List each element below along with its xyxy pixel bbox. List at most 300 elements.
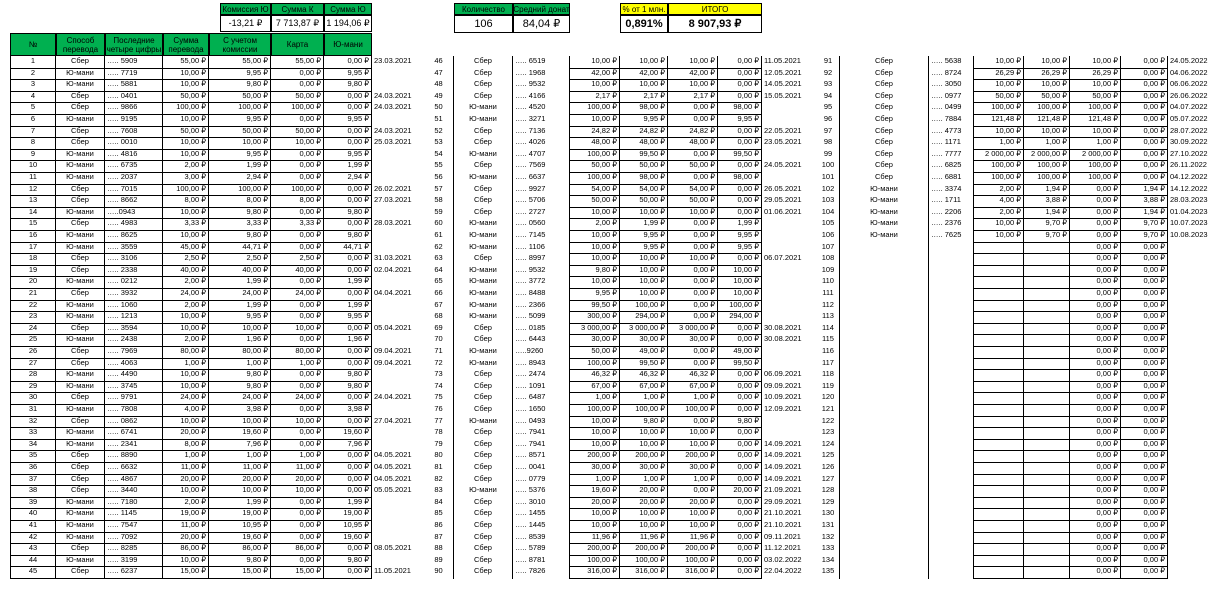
amount-cell: 2,50 ₽ xyxy=(163,253,209,266)
transfer-method-cell: Ю-мани xyxy=(840,184,929,197)
card-amount-cell: 0,00 ₽ xyxy=(271,532,324,545)
card-amount-cell: 0,00 ₽ xyxy=(271,311,324,324)
transfer-method-cell: Ю-мани xyxy=(840,218,929,231)
last-digits-cell: ….. 7569 xyxy=(513,160,570,173)
card-amount-cell: 0,00 ₽ xyxy=(271,114,324,127)
last-digits-cell: ….. 8890 xyxy=(105,450,163,463)
yumoney-amount-cell: 0,00 ₽ xyxy=(1121,126,1168,139)
amount-cell: 100,00 ₽ xyxy=(570,404,620,417)
row-number-cell: 9 xyxy=(10,149,56,162)
transfer-method-cell: Ю-мани xyxy=(454,485,513,498)
transfer-method-cell: Ю-мани xyxy=(56,381,105,394)
row-number-cell: 61 xyxy=(424,230,454,243)
date-cell: 04.05.2021 xyxy=(374,450,412,460)
card-amount-cell: 0,00 ₽ xyxy=(1070,311,1121,324)
last-digits-cell: ….. 3745 xyxy=(105,381,163,394)
yumoney-amount-cell: 0,00 ₽ xyxy=(1121,114,1168,127)
with-commission-cell: 294,00 ₽ xyxy=(620,311,668,324)
with-commission-cell: 10,00 ₽ xyxy=(620,520,668,533)
last-digits-cell: ….. 8625 xyxy=(105,230,163,243)
with-commission-cell: 9,80 ₽ xyxy=(209,381,271,394)
with-commission-cell: 24,00 ₽ xyxy=(209,288,271,301)
date-cell: 04.06.2022 xyxy=(1170,67,1208,77)
card-amount-cell: 10,00 ₽ xyxy=(668,439,718,452)
card-amount-cell: 0,00 ₽ xyxy=(1070,532,1121,545)
card-amount-cell: 10,00 ₽ xyxy=(668,508,718,521)
yumoney-amount-cell: 100,00 ₽ xyxy=(718,300,762,313)
yumoney-amount-cell: 9,80 ₽ xyxy=(324,555,372,568)
with-commission-cell: 1,99 ₽ xyxy=(209,497,271,510)
card-amount-cell: 0,00 ₽ xyxy=(1070,439,1121,452)
with-commission-cell: 7,96 ₽ xyxy=(209,439,271,452)
with-commission-cell: 2,50 ₽ xyxy=(209,253,271,266)
row-number-cell: 70 xyxy=(424,334,454,347)
transfer-method-cell: Сбер xyxy=(454,323,513,336)
amount-cell: 19,60 ₽ xyxy=(570,485,620,498)
amount-cell: 99,50 ₽ xyxy=(570,300,620,313)
yumoney-amount-cell: 1,99 ₽ xyxy=(324,497,372,510)
date-cell: 06.06.2022 xyxy=(1170,79,1208,89)
yumoney-amount-cell: 0,00 ₽ xyxy=(324,56,372,69)
row-number-cell: 79 xyxy=(424,439,454,452)
yumoney-amount-cell: 9,95 ₽ xyxy=(324,311,372,324)
date-cell: 22.05.2021 xyxy=(764,125,802,135)
date-cell: 26.02.2021 xyxy=(374,183,412,193)
amount-cell: 10,00 ₽ xyxy=(974,126,1024,139)
amount-cell: 9,95 ₽ xyxy=(570,288,620,301)
transfer-method-cell: Сбер xyxy=(56,346,105,359)
row-number-cell: 124 xyxy=(817,439,840,452)
last-digits-cell: ….. 9866 xyxy=(105,102,163,115)
row-number-cell: 22 xyxy=(10,300,56,313)
card-amount-cell: 24,82 ₽ xyxy=(668,126,718,139)
amount-cell: 46,32 ₽ xyxy=(570,369,620,382)
with-commission-cell: 10,00 ₽ xyxy=(209,323,271,336)
card-amount-cell: 26,29 ₽ xyxy=(1070,68,1121,81)
last-digits-cell: ….. 2338 xyxy=(105,265,163,278)
amount-cell: 86,00 ₽ xyxy=(163,543,209,556)
row-number-cell: 58 xyxy=(424,195,454,208)
amount-cell: 10,00 ₽ xyxy=(163,369,209,382)
card-amount-cell: 1,00 ₽ xyxy=(668,392,718,405)
yumoney-amount-cell: 0,00 ₽ xyxy=(1121,56,1168,69)
with-commission-cell: 10,00 ₽ xyxy=(620,265,668,278)
transfer-method-cell: Ю-мани xyxy=(56,497,105,510)
yumoney-amount-cell: 0,00 ₽ xyxy=(324,346,372,359)
date-cell: 14.05.2021 xyxy=(764,79,802,89)
card-amount-cell: 0,00 ₽ xyxy=(271,68,324,81)
date-cell: 26.06.2022 xyxy=(1170,90,1208,100)
transfer-method-cell: Сбер xyxy=(56,137,105,150)
last-digits-cell: ….. 8488 xyxy=(513,288,570,301)
last-digits-cell: ….. 4867 xyxy=(105,474,163,487)
with-commission-cell: 1,00 ₽ xyxy=(620,474,668,487)
card-amount-cell: 121,48 ₽ xyxy=(1070,114,1121,127)
transfer-method-cell: Ю-мани xyxy=(454,149,513,162)
date-cell: 24.04.2021 xyxy=(374,392,412,402)
last-digits-cell: ….. 9532 xyxy=(513,79,570,92)
yumoney-amount-cell: 10,95 ₽ xyxy=(324,520,372,533)
last-digits-cell: ….. 1445 xyxy=(513,520,570,533)
card-amount-cell: 0,00 ₽ xyxy=(668,346,718,359)
row-number-cell: 40 xyxy=(10,508,56,521)
row-number-cell: 101 xyxy=(817,172,840,185)
amount-cell: 100,00 ₽ xyxy=(570,358,620,371)
yumoney-amount-cell: 1,99 ₽ xyxy=(324,276,372,289)
last-digits-cell: ….. 7826 xyxy=(513,566,570,579)
date-cell: 30.09.2022 xyxy=(1170,137,1208,147)
card-amount-cell: 0,00 ₽ xyxy=(1070,427,1121,440)
yumoney-amount-cell: 0,00 ₽ xyxy=(718,126,762,139)
amount-cell: 50,00 ₽ xyxy=(163,91,209,104)
amount-cell: 200,00 ₽ xyxy=(570,450,620,463)
last-digits-cell: ….. 6632 xyxy=(105,462,163,475)
with-commission-cell: 50,00 ₽ xyxy=(209,91,271,104)
card-amount-cell: 0,00 ₽ xyxy=(1070,416,1121,429)
row-number-cell: 10 xyxy=(10,160,56,173)
last-digits-cell: ….. 7015 xyxy=(105,184,163,197)
date-cell: 11.05.2021 xyxy=(374,566,411,576)
with-commission-cell: 10,00 ₽ xyxy=(1024,79,1070,92)
amount-cell: 10,00 ₽ xyxy=(570,276,620,289)
pct-label: % от 1 млн. xyxy=(620,3,668,15)
yumoney-amount-cell: 0,00 ₽ xyxy=(1121,68,1168,81)
row-number-cell: 118 xyxy=(817,369,840,382)
with-commission-cell: 10,00 ₽ xyxy=(620,79,668,92)
date-cell: 24.03.2021 xyxy=(374,90,412,100)
with-commission-cell: 9,95 ₽ xyxy=(620,230,668,243)
yumoney-amount-cell: 3,98 ₽ xyxy=(324,404,372,417)
with-commission-cell: 10,00 ₽ xyxy=(1024,126,1070,139)
last-digits-cell: ….. 7941 xyxy=(513,427,570,440)
last-digits-cell: ….. 6825 xyxy=(929,160,974,173)
card-amount-cell: 48,00 ₽ xyxy=(668,137,718,150)
last-digits-cell: ….. 6443 xyxy=(513,334,570,347)
commission-label: Комиссия Ю xyxy=(220,3,271,15)
amount-cell: 300,00 ₽ xyxy=(570,311,620,324)
commission-value: -13,21 ₽ xyxy=(220,15,271,32)
col-header-card: Карта xyxy=(271,33,324,56)
amount-cell: 19,00 ₽ xyxy=(163,508,209,521)
row-number-cell: 26 xyxy=(10,346,56,359)
row-number-cell: 32 xyxy=(10,416,56,429)
amount-cell: 10,00 ₽ xyxy=(163,79,209,92)
amount-cell: 2,17 ₽ xyxy=(570,91,620,104)
transfer-method-cell: Сбер xyxy=(56,543,105,556)
amount-cell: 10,00 ₽ xyxy=(163,555,209,568)
last-digits-cell: ….. 4707 xyxy=(513,149,570,162)
transfer-method-cell: Сбер xyxy=(454,369,513,382)
date-cell: 04.07.2022 xyxy=(1170,102,1208,112)
with-commission-cell: 100,00 ₽ xyxy=(209,184,271,197)
amount-cell: 2,00 ₽ xyxy=(163,497,209,510)
amount-cell: 100,00 ₽ xyxy=(163,102,209,115)
amount-cell: 1,00 ₽ xyxy=(570,474,620,487)
last-digits-cell: ….. 7608 xyxy=(105,126,163,139)
row-number-cell: 78 xyxy=(424,427,454,440)
yumoney-amount-cell: 0,00 ₽ xyxy=(1121,566,1168,579)
yumoney-amount-cell: 9,95 ₽ xyxy=(718,230,762,243)
last-digits-cell: ….. 6237 xyxy=(105,566,163,579)
yumoney-amount-cell: 0,00 ₽ xyxy=(1121,311,1168,324)
last-digits-cell: ….. 2366 xyxy=(513,300,570,313)
last-digits-cell: ….. 6741 xyxy=(105,427,163,440)
date-cell: 09.04.2021 xyxy=(374,357,412,367)
row-number-cell: 121 xyxy=(817,404,840,417)
amount-cell: 10,00 ₽ xyxy=(570,56,620,69)
transfer-method-cell: Сбер xyxy=(56,416,105,429)
card-amount-cell: 0,00 ₽ xyxy=(271,520,324,533)
yumoney-amount-cell: 0,00 ₽ xyxy=(324,288,372,301)
amount-cell: 10,00 ₽ xyxy=(163,68,209,81)
card-amount-cell: 0,00 ₽ xyxy=(271,149,324,162)
amount-cell: 10,00 ₽ xyxy=(570,416,620,429)
with-commission-cell: 67,00 ₽ xyxy=(620,381,668,394)
with-commission-cell: 1,00 ₽ xyxy=(209,450,271,463)
transfer-method-cell: Сбер xyxy=(840,126,929,139)
last-digits-cell: ….. 9791 xyxy=(105,392,163,405)
yumoney-amount-cell: 98,00 ₽ xyxy=(718,102,762,115)
amount-cell: 20,00 ₽ xyxy=(570,497,620,510)
last-digits-cell: ….. 7145 xyxy=(513,230,570,243)
last-digits-cell: ….. 6881 xyxy=(929,172,974,185)
date-cell: 27.04.2021 xyxy=(374,415,412,425)
row-number-cell: 126 xyxy=(817,462,840,475)
card-amount-cell: 1,00 ₽ xyxy=(668,474,718,487)
transfer-method-cell: Ю-мани xyxy=(56,439,105,452)
with-commission-cell: 1,99 ₽ xyxy=(620,218,668,231)
row-number-cell: 37 xyxy=(10,474,56,487)
last-digits-cell: ….. 0401 xyxy=(105,91,163,104)
yumoney-amount-cell: 0,00 ₽ xyxy=(1121,242,1168,255)
yumoney-amount-cell: 0,00 ₽ xyxy=(1121,392,1168,405)
transfer-method-cell: Сбер xyxy=(454,68,513,81)
with-commission-cell: 9,95 ₽ xyxy=(620,242,668,255)
last-digits-cell: ….. 1711 xyxy=(929,195,974,208)
with-commission-cell: 19,00 ₽ xyxy=(209,508,271,521)
card-amount-cell: 0,00 ₽ xyxy=(668,265,718,278)
amount-cell: 20,00 ₽ xyxy=(163,474,209,487)
date-cell: 26.11.2022 xyxy=(1170,160,1207,170)
row-number-cell: 19 xyxy=(10,265,56,278)
yumoney-amount-cell: 0,00 ₽ xyxy=(1121,137,1168,150)
date-cell: 21.09.2021 xyxy=(764,485,802,495)
transfer-method-cell: Ю-мани xyxy=(454,242,513,255)
card-amount-cell: 0,00 ₽ xyxy=(1070,276,1121,289)
yumoney-amount-cell: 7,96 ₽ xyxy=(324,439,372,452)
date-cell: 22.04.2022 xyxy=(764,566,802,576)
row-number-cell: 53 xyxy=(424,137,454,150)
row-number-cell: 5 xyxy=(10,102,56,115)
card-amount-cell: 1,00 ₽ xyxy=(1070,137,1121,150)
with-commission-cell: 11,96 ₽ xyxy=(620,532,668,545)
card-amount-cell: 67,00 ₽ xyxy=(668,381,718,394)
last-digits-cell: ….. 7547 xyxy=(105,520,163,533)
card-amount-cell: 0,00 ₽ xyxy=(271,508,324,521)
amount-cell: 3,33 ₽ xyxy=(163,218,209,231)
date-cell: 10.09.2021 xyxy=(764,392,802,402)
yumoney-amount-cell: 0,00 ₽ xyxy=(1121,346,1168,359)
date-cell: 04.12.2022 xyxy=(1170,172,1208,181)
yumoney-amount-cell: 1,94 ₽ xyxy=(1121,207,1168,220)
last-digits-cell: ….. 3772 xyxy=(513,276,570,289)
amount-cell: 10,00 ₽ xyxy=(570,207,620,220)
col-header-amount: Сумма перевода xyxy=(163,33,209,56)
row-number-cell: 38 xyxy=(10,485,56,498)
with-commission-cell: 9,80 ₽ xyxy=(209,369,271,382)
row-number-cell: 120 xyxy=(817,392,840,405)
row-number-cell: 114 xyxy=(817,323,840,336)
card-amount-cell: 0,00 ₽ xyxy=(668,242,718,255)
with-commission-cell: 10,00 ₽ xyxy=(1024,56,1070,69)
card-amount-cell: 50,00 ₽ xyxy=(1070,91,1121,104)
with-commission-cell: 100,00 ₽ xyxy=(620,300,668,313)
card-amount-cell: 0,00 ₽ xyxy=(1070,195,1121,208)
transfer-method-cell: Сбер xyxy=(56,474,105,487)
with-commission-cell: 10,00 ₽ xyxy=(620,56,668,69)
yumoney-amount-cell: 0,00 ₽ xyxy=(718,474,762,487)
with-commission-cell: 30,00 ₽ xyxy=(620,462,668,475)
transfer-method-cell: Ю-мани xyxy=(454,358,513,371)
transfer-method-cell: Сбер xyxy=(454,520,513,533)
last-digits-cell: ….. 3010 xyxy=(513,497,570,510)
col-header-yumoney: Ю-мани xyxy=(324,33,372,56)
row-number-cell: 111 xyxy=(817,288,840,301)
yumoney-amount-cell: 0,00 ₽ xyxy=(1121,555,1168,568)
last-digits-cell: ….. 0977 xyxy=(929,91,974,104)
yumoney-amount-cell: 0,00 ₽ xyxy=(1121,439,1168,452)
date-cell: 11.12.2021 xyxy=(764,543,801,553)
card-amount-cell: 2,17 ₽ xyxy=(668,91,718,104)
row-number-cell: 104 xyxy=(817,207,840,220)
yumoney-amount-cell: 0,00 ₽ xyxy=(324,462,372,475)
transfer-method-cell: Сбер xyxy=(56,323,105,336)
card-amount-cell: 20,00 ₽ xyxy=(271,474,324,487)
transfer-method-cell: Сбер xyxy=(56,485,105,498)
last-digits-cell: ….. 3271 xyxy=(513,114,570,127)
row-number-cell: 73 xyxy=(424,369,454,382)
transfer-method-cell: Ю-мани xyxy=(56,68,105,81)
transfer-method-cell: Сбер xyxy=(840,79,929,92)
with-commission-cell: 10,00 ₽ xyxy=(620,276,668,289)
date-cell: 28.03.2021 xyxy=(374,218,412,228)
card-amount-cell: 1,00 ₽ xyxy=(271,450,324,463)
row-number-cell: 48 xyxy=(424,79,454,92)
amount-cell xyxy=(974,566,1024,579)
last-digits-cell: ….. 1106 xyxy=(513,242,570,255)
yumoney-amount-cell: 20,00 ₽ xyxy=(718,485,762,498)
card-amount-cell: 0,00 ₽ xyxy=(668,416,718,429)
date-cell: 21.10.2021 xyxy=(764,508,802,518)
transfer-method-cell: Ю-мани xyxy=(56,230,105,243)
card-amount-cell: 100,00 ₽ xyxy=(1070,172,1121,185)
yumoney-amount-cell: 0,00 ₽ xyxy=(1121,102,1168,115)
transfer-method-cell: Ю-мани xyxy=(454,172,513,185)
transfer-method-cell: Сбер xyxy=(454,439,513,452)
row-number-cell: 117 xyxy=(817,358,840,371)
transfer-method-cell: Сбер xyxy=(454,160,513,173)
with-commission-cell: 9,95 ₽ xyxy=(209,149,271,162)
with-commission-cell: 2,17 ₽ xyxy=(620,91,668,104)
with-commission-cell: 55,00 ₽ xyxy=(209,56,271,69)
last-digits-cell: ….. 8997 xyxy=(513,253,570,266)
card-amount-cell: 0,00 ₽ xyxy=(668,288,718,301)
card-amount-cell: 0,00 ₽ xyxy=(271,79,324,92)
yumoney-amount-cell: 0,00 ₽ xyxy=(1121,265,1168,278)
transfer-method-cell: Сбер xyxy=(454,91,513,104)
card-amount-cell: 0,00 ₽ xyxy=(1070,462,1121,475)
with-commission-cell: 1,00 ₽ xyxy=(620,392,668,405)
transfer-method-cell: Сбер xyxy=(840,149,929,162)
yumoney-amount-cell: 0,00 ₽ xyxy=(324,91,372,104)
row-number-cell: 89 xyxy=(424,555,454,568)
amount-cell: 10,00 ₽ xyxy=(570,508,620,521)
yumoney-amount-cell: 0,00 ₽ xyxy=(718,532,762,545)
amount-cell: 26,29 ₽ xyxy=(974,68,1024,81)
date-cell: 14.09.2021 xyxy=(764,450,802,460)
yumoney-amount-cell: 0,00 ₽ xyxy=(718,137,762,150)
card-amount-cell: 0,00 ₽ xyxy=(1070,265,1121,278)
row-number-cell: 113 xyxy=(817,311,840,324)
yumoney-amount-cell: 0,00 ₽ xyxy=(1121,149,1168,162)
amount-cell: 4,00 ₽ xyxy=(974,195,1024,208)
with-commission-cell: 1,96 ₽ xyxy=(209,334,271,347)
amount-cell: 10,00 ₽ xyxy=(570,253,620,266)
card-amount-cell: 8,00 ₽ xyxy=(271,195,324,208)
last-digits-cell: ….. 5638 xyxy=(929,56,974,69)
card-amount-cell: 0,00 ₽ xyxy=(1070,381,1121,394)
transfer-method-cell: Сбер xyxy=(454,543,513,556)
transfer-method-cell: Ю-мани xyxy=(56,172,105,185)
card-amount-cell: 40,00 ₽ xyxy=(271,265,324,278)
row-number-cell: 82 xyxy=(424,474,454,487)
amount-cell: 10,00 ₽ xyxy=(163,323,209,336)
amount-cell: 10,00 ₽ xyxy=(570,114,620,127)
row-number-cell: 102 xyxy=(817,184,840,197)
with-commission-cell: 9,95 ₽ xyxy=(209,68,271,81)
last-digits-cell: ….. 9927 xyxy=(513,184,570,197)
transfer-method-cell xyxy=(840,566,929,579)
row-number-cell: 72 xyxy=(424,358,454,371)
transfer-method-cell: Сбер xyxy=(454,137,513,150)
date-cell xyxy=(1168,566,1200,579)
card-amount-cell: 0,00 ₽ xyxy=(1070,288,1121,301)
row-number-cell: 77 xyxy=(424,416,454,429)
with-commission-cell: 200,00 ₽ xyxy=(620,543,668,556)
amount-cell: 80,00 ₽ xyxy=(163,346,209,359)
row-number-cell: 76 xyxy=(424,404,454,417)
card-amount-cell: 50,00 ₽ xyxy=(271,126,324,139)
amount-cell: 10,00 ₽ xyxy=(163,230,209,243)
row-number-cell: 30 xyxy=(10,392,56,405)
yumoney-amount-cell: 9,70 ₽ xyxy=(1121,218,1168,231)
with-commission-cell: 48,00 ₽ xyxy=(620,137,668,150)
yumoney-amount-cell: 0,00 ₽ xyxy=(324,102,372,115)
yumoney-amount-cell: 44,71 ₽ xyxy=(324,242,372,255)
transfer-method-cell: Ю-мани xyxy=(454,346,513,359)
card-amount-cell: 0,00 ₽ xyxy=(1070,543,1121,556)
with-commission-cell: 10,00 ₽ xyxy=(620,439,668,452)
with-commission-cell: 100,00 ₽ xyxy=(620,555,668,568)
date-cell: 23.03.2021 xyxy=(374,56,412,65)
row-number-cell: 125 xyxy=(817,450,840,463)
row-number-cell: 57 xyxy=(424,184,454,197)
transfer-method-cell: Ю-мани xyxy=(56,160,105,173)
date-cell: 12.09.2021 xyxy=(764,404,802,413)
card-amount-cell: 0,00 ₽ xyxy=(1070,485,1121,498)
card-amount-cell: 0,00 ₽ xyxy=(271,381,324,394)
date-cell: 15.05.2021 xyxy=(764,90,802,100)
